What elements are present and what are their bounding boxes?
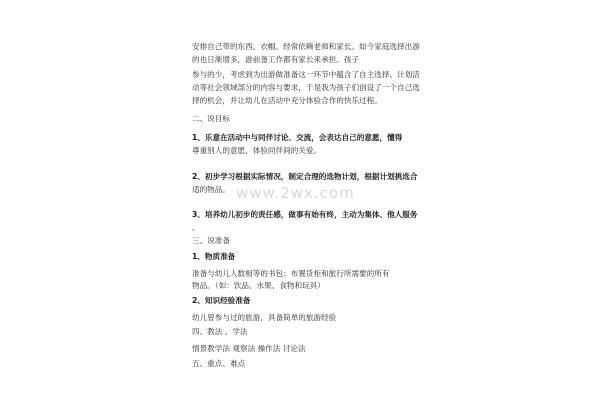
section-heading-preparation: 三、说准备 — [192, 236, 230, 245]
section-heading-key-points: 五、重点、难点 — [192, 359, 246, 368]
goal-2-line-1: 2、初步学习根据实际情况，制定合理的选物计划，根据计划挑选合 — [192, 172, 418, 181]
section-heading-methods: 四、教法 、学法 — [192, 327, 248, 336]
para-line-2: 的也日渐增多，游前备工作都有家长来承担。孩子 — [192, 55, 360, 64]
goal-1-line-2: 尊重别人的意愿，体验同伴间的关爱。 — [192, 146, 322, 155]
watermark-text: www.2wx.com — [236, 184, 355, 202]
goal-2-line-2: 适的物品。 — [192, 185, 230, 194]
goal-3-line-1: 3、培养幼儿初步的责任感，做事有始有终，主动为集体、他人服务 — [192, 210, 418, 219]
prep-1-line-2: 物品。（如：饮品、水果、食物和玩具） — [192, 281, 325, 290]
prep-2-heading: 2、知识经验准备 — [192, 296, 251, 305]
section-heading-goals: 二、说目标 — [192, 114, 230, 123]
goal-3-line-2: 。 — [192, 223, 200, 232]
goal-1-line-1: 1、乐意在活动中与同伴讨论、交流，会表达自己的意愿，懂得 — [192, 133, 403, 142]
prep-1-line-1: 准备与幼儿人数相等的书包；布置货柜和旅行所需要的所有 — [192, 269, 390, 278]
para-line-4: 动等社会领域部分的内容与要求，于是我为孩子们创设了一个自己选 — [192, 83, 420, 92]
para-line-1: 安排自己带的东西，衣帽。经常依赖老师和家长。如今家庭选择出游 — [192, 42, 420, 51]
prep-1-heading: 1、物质准备 — [192, 252, 236, 261]
para-line-5: 择的机会，并让幼儿在活动中充分体验合作的快乐过程。 — [192, 96, 382, 105]
prep-2-line-1: 幼儿曾参与过的旅游，具备简单的旅游经验 — [192, 313, 337, 322]
para-line-3: 参与的少，考虑到为出游做准备这一环节中蕴含了自主选择、计划活 — [192, 70, 420, 79]
methods-line-1: 情景教学法 观察法 操作法 讨论法 — [192, 344, 306, 353]
